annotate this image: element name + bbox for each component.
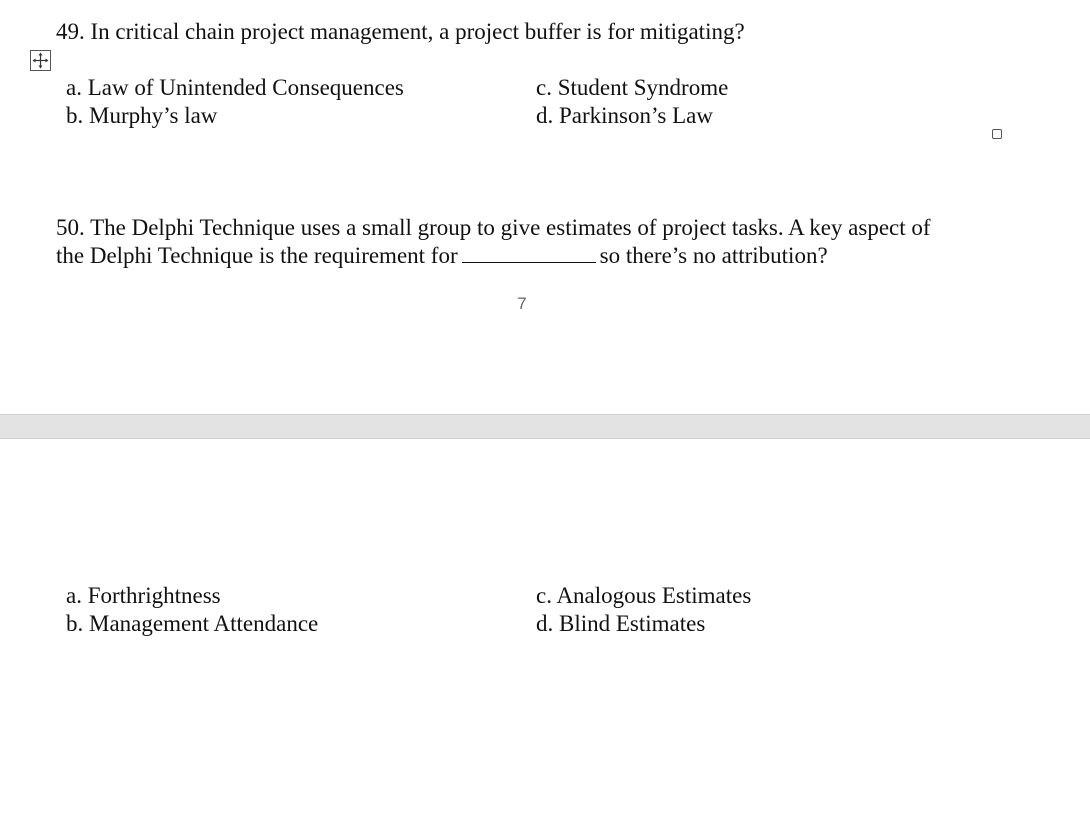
page-break-gap	[0, 414, 1090, 439]
q50-choice-a: a. Forthrightness	[66, 583, 221, 608]
q49-choice-b: b. Murphy’s law	[66, 103, 218, 128]
table-move-handle[interactable]	[30, 50, 51, 71]
q49-choice-c: c. Student Syndrome	[536, 75, 729, 100]
document-page-1	[0, 0, 1090, 414]
answer-blank	[462, 243, 596, 263]
question-49: 49. In critical chain project management, a project buffer is for mitigating?	[56, 19, 745, 44]
question-50-line-2-start: the Delphi Technique is the requirement for	[56, 243, 458, 268]
q49-choice-a: a. Law of Unintended Consequences	[66, 75, 404, 100]
question-50-line-1: 50. The Delphi Technique uses a small group to give estimates of project tasks. A key aspect of	[56, 215, 931, 240]
q50-choice-d: d. Blind Estimates	[536, 611, 706, 636]
q50-choice-b: b. Management Attendance	[66, 611, 319, 636]
document-page-2	[0, 439, 1090, 838]
q49-choice-d: d. Parkinson’s Law	[536, 103, 713, 128]
move-arrows-icon	[31, 51, 50, 70]
resize-square-icon[interactable]	[992, 129, 1002, 139]
q50-choice-c: c. Analogous Estimates	[536, 583, 752, 608]
question-50	[56, 214, 931, 270]
page-number: 7	[517, 294, 527, 313]
question-50-line-2	[56, 242, 931, 270]
question-50-line-2-end: so there’s no attribution?	[599, 243, 828, 268]
